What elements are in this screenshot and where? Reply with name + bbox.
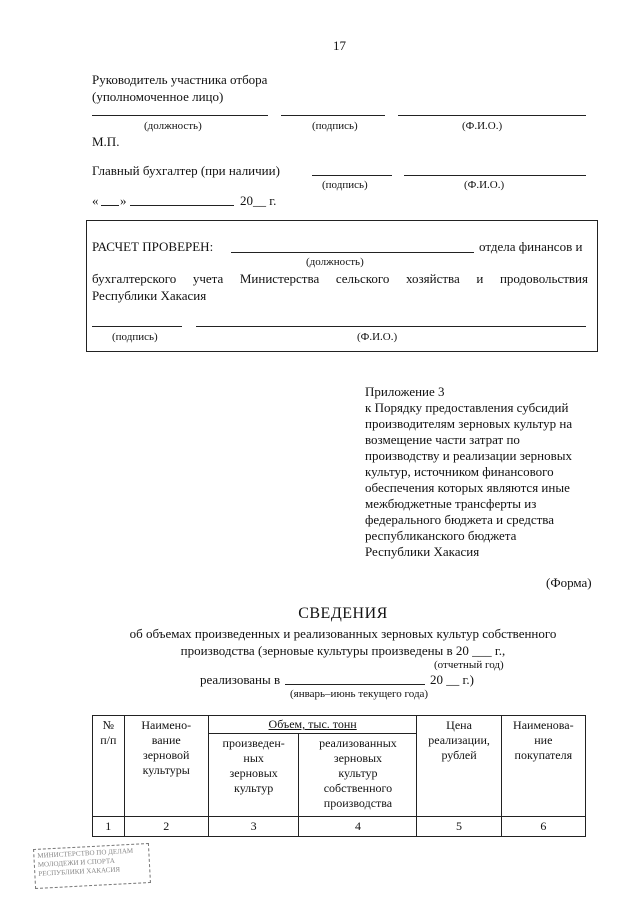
stamp-line: МОЛОДЕЖИ И СПОРТА <box>37 856 116 869</box>
document-subtitle-line2: производства (зерновые культуры произведены в 20 ___ г., <box>180 643 506 658</box>
appendix-line: обеспечения которых являются иные <box>365 480 570 495</box>
header-sold: реализованных зерновых культур собственного производства <box>299 734 417 817</box>
appendix-line: культур, источником финансового <box>365 464 554 479</box>
appendix-line: республиканского бюджета <box>365 528 517 543</box>
registration-stamp <box>33 843 151 889</box>
header-crop-name: Наимено- вание зерновой культуры <box>124 716 208 817</box>
accountant-signature-line <box>312 175 392 176</box>
accountant-name-line <box>404 175 586 176</box>
col-number-3: 3 <box>208 817 299 837</box>
appendix-line: Республики Хакасия <box>365 544 480 559</box>
verified-label: РАСЧЕТ ПРОВЕРЕН: <box>92 239 214 254</box>
appendix-line: производителям зерновых культур на <box>365 416 573 431</box>
appendix-line: к Порядку предоставления субсидий <box>365 400 569 415</box>
col-number-5: 5 <box>417 817 501 837</box>
col-number-1: 1 <box>93 817 125 837</box>
caption-name-2: (Ф.И.О.) <box>464 179 505 191</box>
header-volume: Объем, тыс. тонн <box>208 716 417 734</box>
data-table <box>92 715 586 837</box>
appendix-line: возмещение части затрат по <box>365 432 520 447</box>
caption-period: (январь–июнь текущего года) <box>290 688 429 700</box>
department-line: бухгалтерского учета Министерства сельского хозяйства и продовольствия <box>92 271 588 286</box>
date-year: 20__ г. <box>240 193 277 208</box>
verifier-caption-position: (должность) <box>306 256 364 268</box>
header-number: № п/п <box>93 716 125 817</box>
head-title: Руководитель участника отбора <box>92 72 268 87</box>
caption-signature: (подпись) <box>312 120 358 132</box>
subtitle-line3-start: реализованы в <box>200 672 281 687</box>
caption-report-year: (отчетный год) <box>434 659 504 671</box>
date-month-line <box>130 205 234 206</box>
header-price: Цена реализации, рублей <box>417 716 501 817</box>
department-tail: отдела финансов и <box>479 239 583 254</box>
verifier-signature-line <box>92 326 182 327</box>
appendix-line: производству и реализации зерновых <box>365 448 572 463</box>
caption-signature-2: (подпись) <box>322 179 368 191</box>
signature-line <box>281 115 385 116</box>
appendix-block <box>365 384 572 560</box>
name-line <box>398 115 586 116</box>
col-number-4: 4 <box>299 817 417 837</box>
verifier-name-line <box>196 326 586 327</box>
appendix-line: межбюджетные трансферты из <box>365 496 537 511</box>
date-open-quote: « <box>92 193 99 208</box>
col-number-2: 2 <box>124 817 208 837</box>
caption-name: (Ф.И.О.) <box>462 120 503 132</box>
seal-label: М.П. <box>92 134 120 149</box>
form-label: (Форма) <box>546 575 592 590</box>
position-line <box>92 115 268 116</box>
chief-accountant-label: Главный бухгалтер (при наличии) <box>92 163 280 178</box>
header-produced: произведен- ных зерновых культур <box>208 734 299 817</box>
stamp-line: РЕСПУБЛИКИ ХАКАСИЯ <box>38 865 121 878</box>
caption-position: (должность) <box>144 120 202 132</box>
verifier-caption-name: (Ф.И.О.) <box>357 331 398 343</box>
header-buyer: Наименова- ние покупателя <box>501 716 585 817</box>
appendix-line: Приложение 3 <box>365 384 445 399</box>
verifier-position-line <box>231 252 474 253</box>
date-close-quote: » <box>120 193 127 208</box>
page-number: 17 <box>333 38 346 53</box>
stamp-line: МИНИСТЕРСТВО ПО ДЕЛАМ <box>37 846 134 860</box>
verifier-caption-signature: (подпись) <box>112 331 158 343</box>
head-subtitle: (уполномоченное лицо) <box>92 89 224 104</box>
date-day-line <box>101 205 119 206</box>
appendix-line: федерального бюджета и средства <box>365 512 555 527</box>
subtitle-line3-end: 20 __ г.) <box>430 672 474 687</box>
document-title: СВЕДЕНИЯ <box>298 605 388 622</box>
period-line <box>285 684 425 685</box>
document-subtitle-line1: об объемах произведенных и реализованных зерновых культур собственного <box>129 626 557 641</box>
department-region: Республики Хакасия <box>92 288 207 303</box>
col-number-6: 6 <box>501 817 585 837</box>
